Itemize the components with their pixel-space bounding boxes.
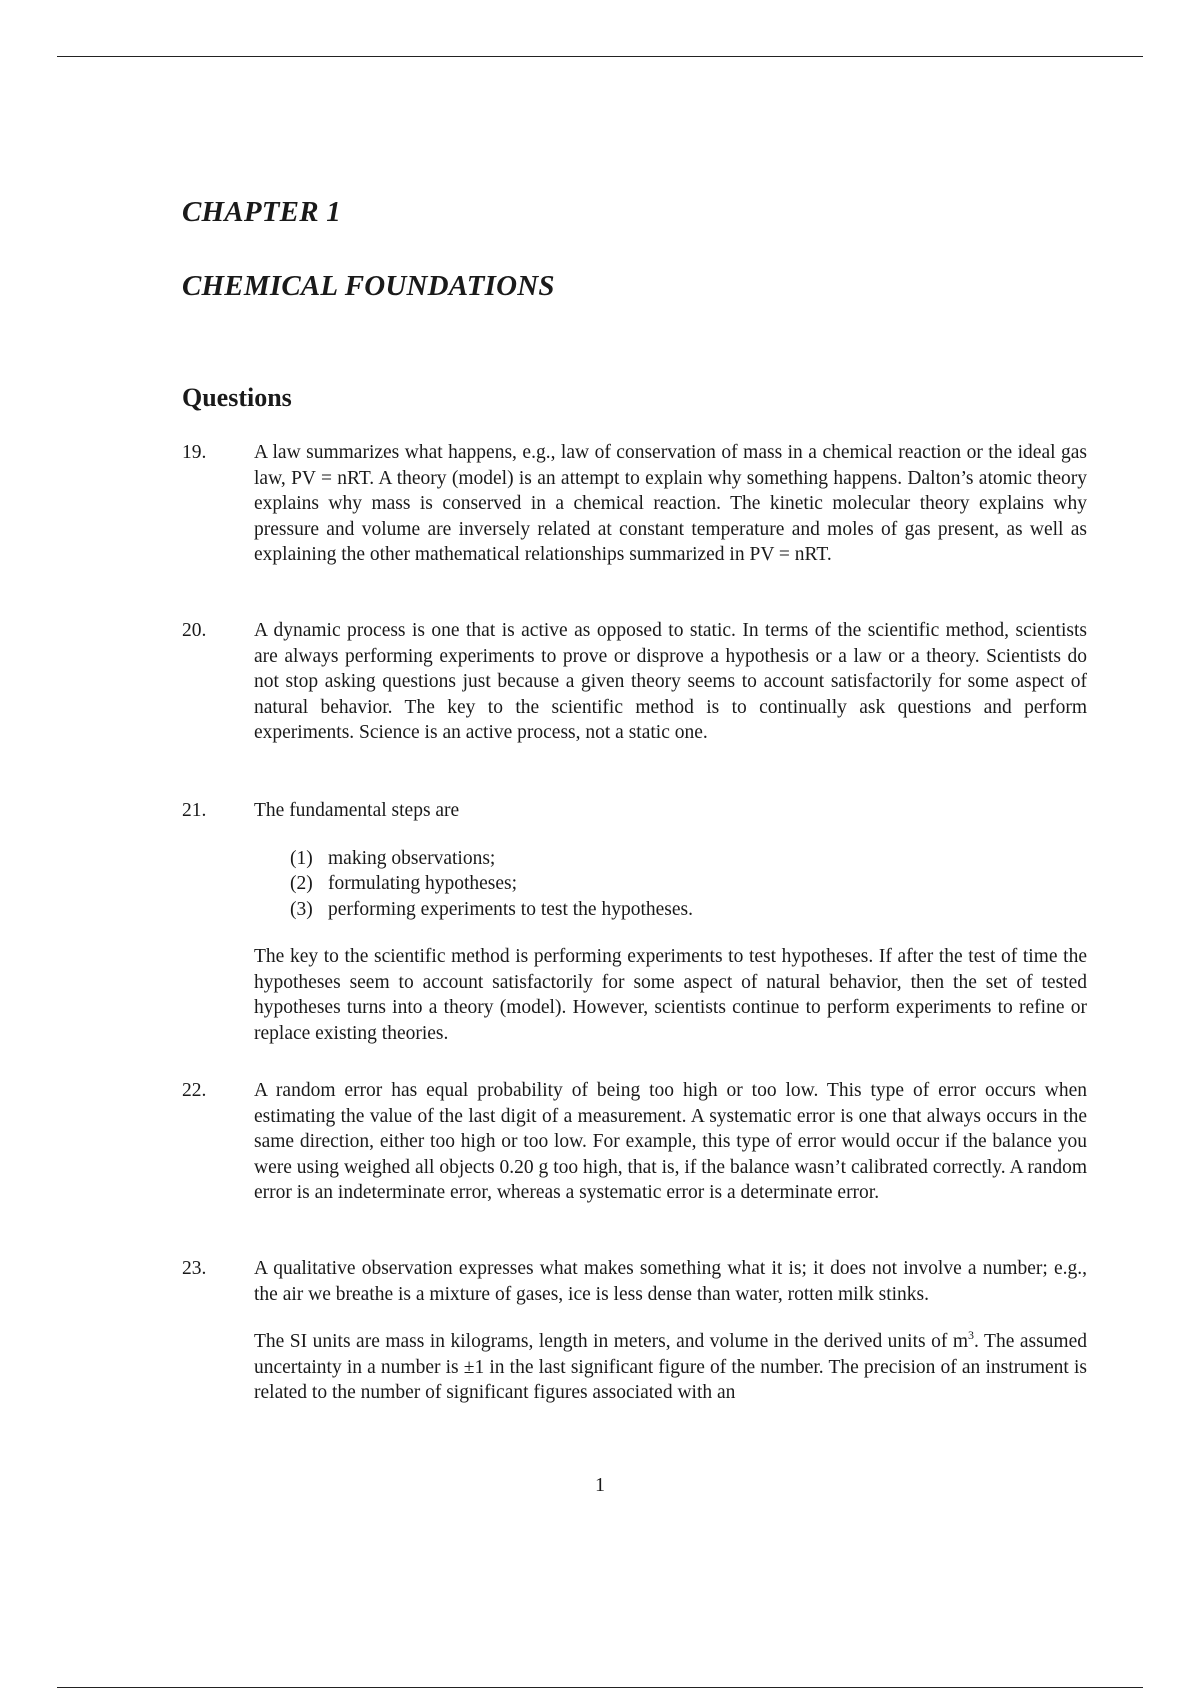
step-text: formulating hypotheses;: [328, 873, 518, 894]
superscript: 3: [968, 1328, 975, 1342]
header-rule: [57, 56, 1143, 57]
answer-paragraph: A random error has equal probability of being too high or too low. This type of error occurs when estimating the value of the last digit of a measurement. A systematic error is one that always occurs in the same direction, either too high or too low. For example, this type of error would occur if the balance you were using weighed all objects 0.20 g too high, that is, if the balance wasn’t calibrated correctly. A random error is an indeterminate error, whereas a systematic error is a determinate error.: [254, 1080, 1087, 1203]
uncertainty-text: . The assumed uncertainty in a number is ±1 in the last significant figure of the number. The precision of an instrument is related to the number of significant figures associated with an: [254, 1331, 1087, 1403]
question-number: 20.: [182, 620, 207, 641]
step-text: making observations;: [328, 847, 496, 869]
question-number: 21.: [182, 800, 207, 821]
question-23: [182, 1256, 1087, 1406]
answer-paragraph: A law summarizes what happens, e.g., law of conservation of mass in a chemical reaction or the ideal gas law, PV = nRT. A theory (model) is an attempt to explain why something happens. Dalton’s atomic theory explains why mass is conserved in a chemical reaction. The kinetic molecular theory explains why pressure and volume are inversely related at constant temperature and moles of gas present, as well as explaining the other mathematical relationships summarized in PV = nRT.: [254, 442, 1087, 565]
step-number: (1): [290, 847, 313, 869]
page-number: 1: [595, 1474, 605, 1496]
question-22: [182, 1078, 1087, 1206]
section-heading: Questions: [182, 383, 292, 412]
question-body: [254, 798, 1087, 1046]
question-21: [182, 798, 1087, 1046]
answer-paragraph: A qualitative observation expresses what makes something what it is; it does not involve a number; e.g., the air we breathe is a mixture of gases, ice is less dense than water, rotten milk stinks.: [254, 1258, 1087, 1305]
question-body: [254, 1078, 1087, 1206]
list-item: [290, 871, 1087, 897]
answer-paragraph: A dynamic process is one that is active as opposed to static. In terms of the scientific method, scientists are always performing experiments to prove or disprove a hypothesis or a law or a theory. Scientists do not stop asking questions just because a given theory seems to account satisfactorily for some aspect of natural behavior. The key to the scientific method is to continually ask questions and perform experiments. Science is an active process, not a static one.: [254, 620, 1087, 743]
question-20: [182, 618, 1087, 746]
question-body: [254, 440, 1087, 568]
steps-list: [290, 846, 1087, 923]
list-item: [290, 897, 1087, 923]
question-body: [254, 1256, 1087, 1406]
question-number: 19.: [182, 442, 207, 463]
answer-paragraph: [254, 1329, 1087, 1406]
step-text: performing experiments to test the hypotheses.: [328, 898, 693, 920]
footer-rule: [57, 1687, 1143, 1688]
answer-paragraph: The key to the scientific method is performing experiments to test hypotheses. If after the test of time the hypotheses seem to account satisfactorily for some aspect of natural behavior, then the set of tested hypotheses turns into a theory (model). However, scientists continue to perform experiments to refine or replace existing theories.: [254, 946, 1087, 1044]
chapter-title: CHEMICAL FOUNDATIONS: [182, 270, 555, 302]
step-number: (2): [290, 873, 313, 894]
si-units-text: The SI units are mass in kilograms, length in meters, and volume in the derived units of m: [254, 1331, 969, 1352]
question-number: 22.: [182, 1080, 207, 1101]
list-item: [290, 846, 1087, 872]
question-19: [182, 440, 1087, 568]
question-number: 23.: [182, 1258, 207, 1279]
chapter-number: CHAPTER 1: [182, 196, 341, 228]
question-body: [254, 618, 1087, 746]
answer-intro: The fundamental steps are: [254, 800, 460, 821]
step-number: (3): [290, 898, 313, 920]
